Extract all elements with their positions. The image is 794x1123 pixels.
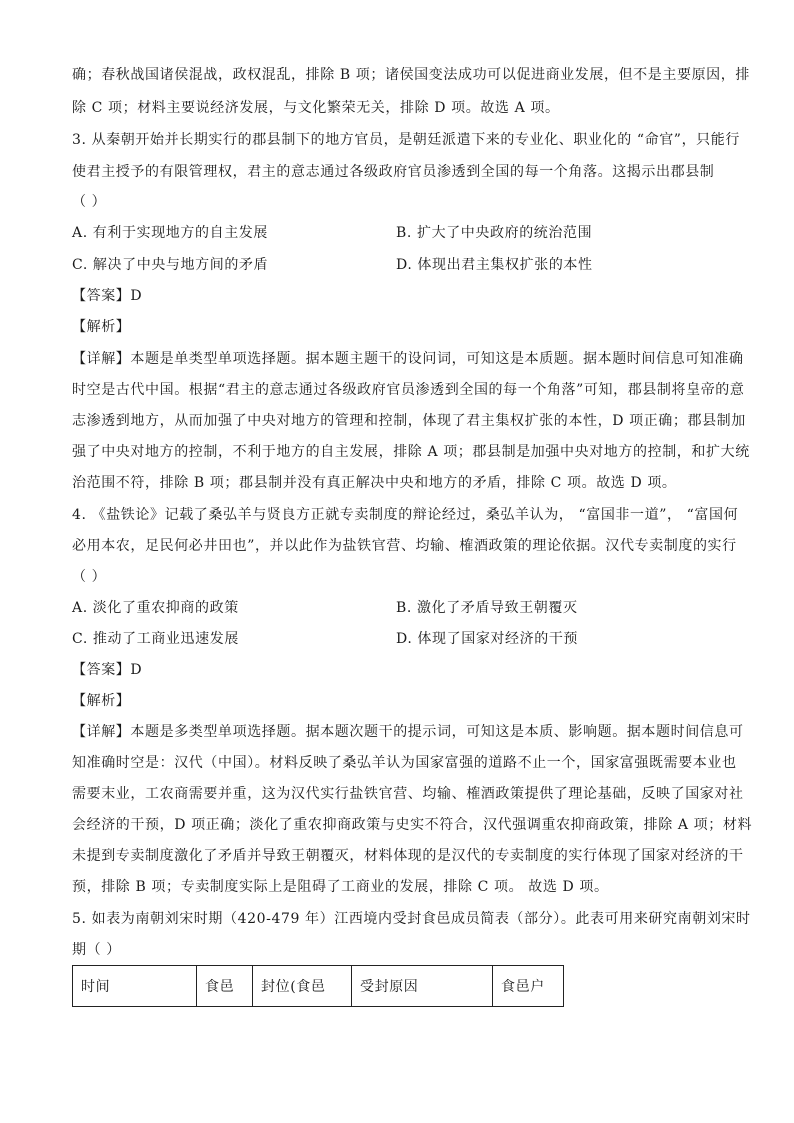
q3-explanation: 志渗透到地方，从而加强了中央对地方的管理和控制，体现了君主集权扩张的本性，D 项正确；郡县制加 (72, 413, 746, 429)
q3-explanation: 【详解】本题是单类型单项选择题。据本题主题干的设问词，可知这是本质题。据本题时间信息可知准确 (72, 351, 744, 367)
table-header-cell: 受封原因 (352, 966, 493, 1007)
q3-answer: 【答案】D (72, 288, 143, 304)
q4-explanation: 未提到专卖制度激化了矛盾并导致王朝覆灭，材料体现的是汉代的专卖制度的实行体现了国家对经济的干 (72, 848, 744, 864)
q4-option-d: D. 体现了国家对经济的干预 (396, 631, 579, 647)
question-5-blank: 期（ ） (72, 942, 121, 958)
q4-option-a: A. 淡化了重农抑商的政策 (72, 600, 239, 616)
q3-explanation: 治范围不符，排除 B 项；郡县制并没有真正解决中央和地方的矛盾，排除 C 项。故选 D 项。 (72, 475, 677, 491)
question-4-stem: 4. 《盐铁论》记载了桑弘羊与贤良方正就专卖制度的辩论经过，桑弘羊认为， “富国非一道”， “富国何 (72, 507, 739, 523)
table-header-cell: 封位(食邑 (253, 966, 352, 1007)
q5-table (72, 965, 564, 1007)
question-3-stem: 使君主授予的有限管理权，君主的意志通过各级政府官员渗透到全国的每一个角落。这揭示出郡县制 (72, 164, 715, 180)
q4-explanation: 需要末业，工农商需要并重，这为汉代实行盐铁官营、均输、榷酒政策提供了理论基础，反映了国家对社 (72, 786, 744, 802)
q3-option-b: B. 扩大了中央政府的统治范围 (396, 225, 593, 241)
table-header-row (73, 966, 564, 1007)
q4-option-c: C. 推动了工商业迅速发展 (72, 631, 239, 647)
q3-option-a: A. 有利于实现地方的自主发展 (72, 225, 269, 241)
q4-answer: 【答案】D (72, 662, 143, 678)
q3-explanation: 强了中央对地方的控制，不利于地方的自主发展，排除 A 项；郡县制是加强中央对地方的控制，和扩大统 (72, 444, 750, 460)
table-header-cell: 时间 (73, 966, 197, 1007)
table-header-cell: 食邑 (197, 966, 253, 1007)
question-4-blank: （ ） (72, 569, 107, 585)
question-4-stem: 必用本农，足民何必井田也”，并以此作为盐铁官营、均输、榷酒政策的理论依据。汉代专卖制度的实行 (72, 538, 737, 554)
text-line: 确；春秋战国诸侯混战，政权混乱，排除 B 项；诸侯国变法成功可以促进商业发展，但不是主要原因，排 (72, 67, 750, 83)
q3-analysis-label: 【解析】 (72, 319, 131, 335)
q4-explanation: 会经济的干预，D 项正确；淡化了重农抑商政策与史实不符合，汉代强调重农抑商政策，排除 A 项；材料 (72, 817, 753, 833)
text-line: 除 C 项；材料主要说经济发展，与文化繁荣无关，排除 D 项。故选 A 项。 (72, 100, 560, 116)
question-3-blank: （ ） (72, 194, 107, 210)
question-5-stem: 5. 如表为南朝刘宋时期（420-479 年）江西境内受封食邑成员简表（部分）。此表可用来研究南朝刘宋时 (72, 911, 751, 927)
q4-explanation: 预，排除 B 项；专卖制度实际上是阻碍了工商业的发展，排除 C 项。 故选 D 项。 (72, 879, 609, 895)
q4-analysis-label: 【解析】 (72, 693, 131, 709)
table-header-cell: 食邑户 (493, 966, 564, 1007)
q4-explanation: 知准确时空是：汉代（中国）。材料反映了桑弘羊认为国家富强的道路不止一个，国家富强既需要本业也 (72, 755, 737, 771)
q4-option-b: B. 激化了矛盾导致王朝覆灭 (396, 600, 578, 616)
q4-explanation: 【详解】本题是多类型单项选择题。据本题次题干的提示词，可知这是本质、影响题。据本题时间信息可 (72, 724, 744, 740)
q3-option-c: C. 解决了中央与地方间的矛盾 (72, 257, 269, 273)
question-3-stem: 3. 从秦朝开始并长期实行的郡县制下的地方官员，是朝廷派遣下来的专业化、职业化的 “命官”，只能行 (72, 132, 740, 148)
q3-explanation: 时空是古代中国。根据“君主的意志通过各级政府官员渗透到全国的每一个角落”可知，郡县制将皇帝的意 (72, 382, 745, 398)
q3-option-d: D. 体现出君主集权扩张的本性 (396, 257, 593, 273)
